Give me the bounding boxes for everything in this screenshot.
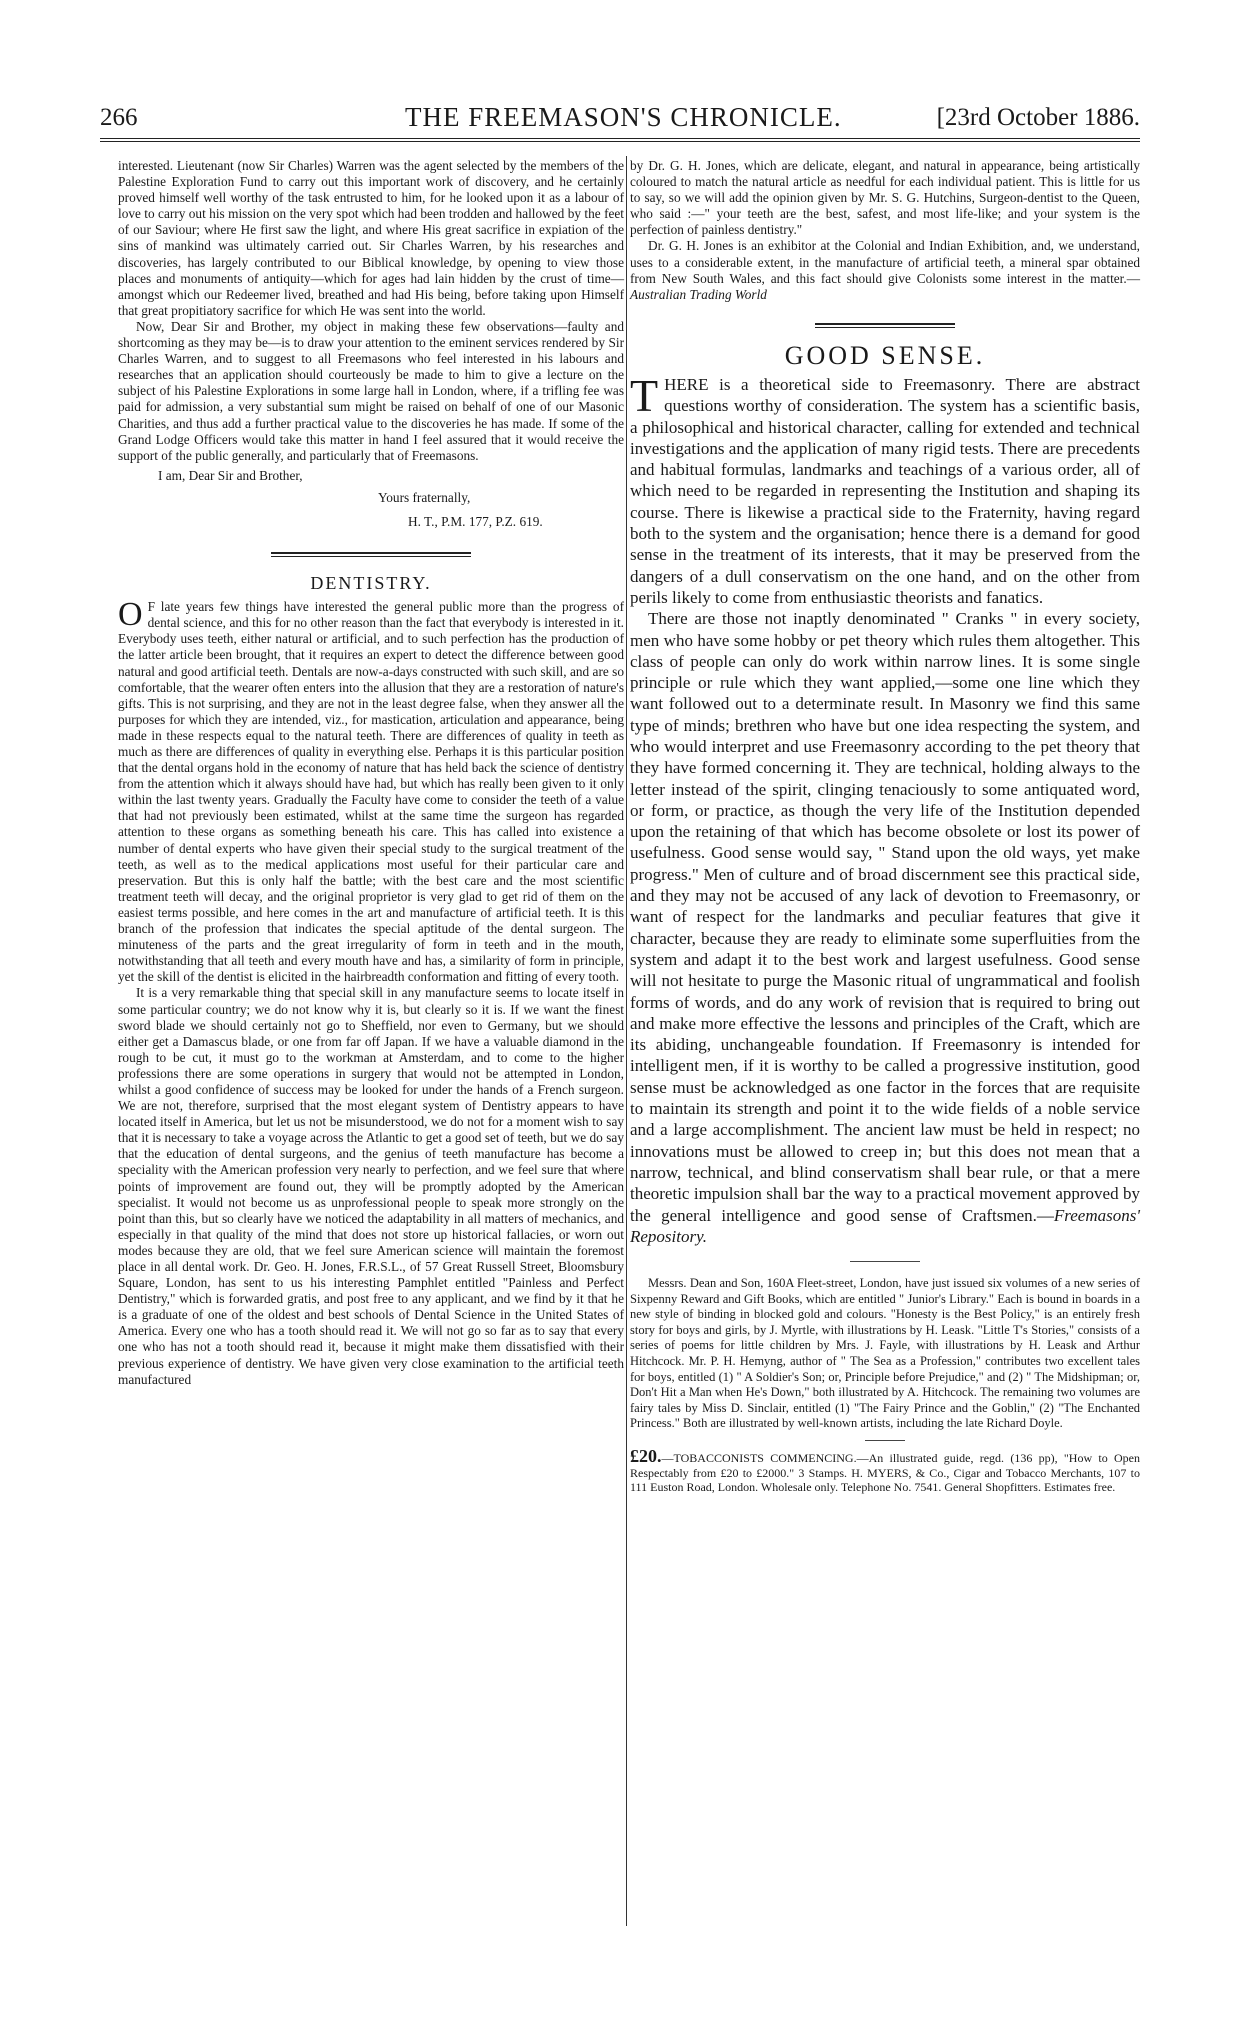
good-sense-text: There are those not inaptly denominated " Cranks " in every society, men who have some hobby or pet theory which rules them altogether. This class of people can only do work within narrow lines. It is some single principle or rule which they want applied,—some one line which they want followed out to a determinate result. In Masonry we find this same type of minds; brethren who have but one idea respecting the system, and who would interpret and use Freemasonry according to the pet theory that they have formed concerning it. They are technical, holding always to the letter instead of the spirit, clinging tenaciously to some antiquated word, or form, or practice, as though the very life of the Institution depended upon the retaining of that which has become obsolete or lost its power of usefulness. Good sense would say, " Stand upon the old ways, yet make progress." Men of culture and of broad discernment see this practical side, and they may not be accused of any lack of devotion to Freemasonry, or want of respect for the landmarks and peculiar features that give it character, because they are ready to eliminate some superfluities from the system and adapt it to the best work and largest usefulness. Good sense will not hesitate to purge the Masonic ritual of ungrammatical and foolish forms of words, and do any work of revision that is required to bring out and make more effective the lessons and principles of the Craft, which are its abiding, unchangeable foundation. If Freemasonry is intended for intelligent men, if it is worthy to be called a progressive institution, good sense must be acknowledged as one factor in the forces that are requisite to maintain its strength and point it to the wide fields of a noble service and a large accomplishment. The ancient law must be held in respect; no innovations must be allowed to creep in; but this does not mean that a narrow, technical, and blind conservatism shall bear rule, or that a mere theoretic impulsion shall bar the way to a practical movement approved by the general intelligence and good sense of Craftsmen.— bbox=[630, 609, 1140, 1225]
letter-paragraph: Now, Dear Sir and Brother, my object in making these few observations—faulty and shortcoming as they may be—is to draw your attention to the eminent services rendered by Sir Charles Warren, and to suggest to all Freemasons who feel interested in his labours and researches that an application should courteously be made to him to give a lecture on the subject of his Palestine Explorations in some large hall in London, where, if a trifling fee was paid for admission, a very substantial sum might be raised on behalf of one of our Masonic Charities, and thus add a further practical value to the discoveries he has made. If some of the Grand Lodge Officers would take this matter in hand I feel assured that it would receive the support of the public generally, and particularly that of Freemasons. bbox=[118, 318, 624, 463]
ad-text: —TOBACCONISTS COMMENCING.—An illustrated guide, regd. (136 pp), "How to Open Respectably from £20 to £2000." 3 Stamps. H. MYERS, & Co., Cigar and Tobacco Merchants, 107 to 111 Euston Road, London. Wholesale only. Telephone No. 7541. General Shopfitters. Estimates free. bbox=[630, 1451, 1140, 1495]
dentistry-continued: by Dr. G. H. Jones, which are delicate, elegant, and natural in appearance, being artistically coloured to match the natural article as needful for each individual patient. This is little for us to say, so we will add the opinion given by Mr. S. G. Hutchins, Surgeon-dentist to the Queen, who said :—" your teeth are the best, safest, and most life-like; and your system is the perfection of painless dentistry." bbox=[630, 158, 1140, 238]
dentistry-continued-text: Dr. G. H. Jones is an exhibitor at the Colonial and Indian Exhibition, and, we understand, uses to a considerable extent, in the manufacture of artificial teeth, a mineral spar obtained from New South Wales, and this fact should give Colonists some interest in the matter.— bbox=[630, 238, 1140, 286]
header-rule bbox=[100, 138, 1140, 142]
dentistry-continued bbox=[630, 238, 1140, 302]
good-sense-heading: GOOD SENSE. bbox=[784, 340, 986, 370]
good-sense-source: Freemasons' Repository. bbox=[630, 1205, 1140, 1246]
dentistry-dropcap: O bbox=[118, 596, 143, 634]
good-sense-paragraph bbox=[630, 608, 1140, 1247]
book-notice: Messrs. Dean and Son, 160A Fleet-street, London, have just issued six volumes of a new series of Sixpenny Reward and Gift Books, which are entitled " Junior's Library." Each is bound in boards in a new style of binding in blocked gold and colours. "Honesty is the Best Policy," is an entirely fresh story for boys and girls, by J. Myrtle, with illustrations by H. Leask. "Little T's Stories," consists of a series of poems for little children by Mrs. J. Fayle, with illustrations by H. Leask and Arthur Hitchcock. Mr. P. H. Hemyng, author of " The Sea as a Profession," contributes two excellent tales for boys, entitled (1) " A Soldier's Son; or, Principle before Prejudice," and (2) " The Midshipman; or, Don't Hit a Man when He's Down," both illustrated by A. Hitchcock. The remaining two volumes are fairy tales by Miss D. Sinclair, entitled (1) "The Fairy Prince and the Goblin," (2) "The Enchanted Princess." Both are illustrated by well-known artists, including the late Richard Doyle. bbox=[630, 1276, 1140, 1431]
left-column bbox=[118, 158, 624, 1388]
letter-yours: Yours fraternally, bbox=[378, 489, 471, 505]
column-divider bbox=[626, 156, 627, 1926]
short-rule bbox=[865, 1440, 905, 1441]
page-number: 266 bbox=[100, 104, 138, 131]
good-sense-text: HERE is a theoretical side to Freemasonry. There are abstract questions worthy of consideration. The system has a scientific basis, a philosophical and historical character, calling for extended and technical investigations and the application of many rigid tests. There are precedents and habitual formulas, landmarks and teachings of a various order, all of which need to be regarded in representing the Institution and shaping its course. There is likewise a practical side to the Fraternity, having regard both to the system and the organisation; hence there is a demand for good sense in the treatment of its interests, that it may be preserved from the dangers of a dull conservatism on the one hand, and on the other from perils likely to come from enthusiastic theorists and fanatics. bbox=[630, 374, 1140, 607]
dentistry-paragraph bbox=[118, 596, 624, 985]
short-rule bbox=[850, 1261, 920, 1262]
dentistry-heading: DENTISTRY. bbox=[310, 573, 432, 594]
tobacconist-advertisement bbox=[630, 1446, 1140, 1495]
issue-date: [23rd October 1886. bbox=[936, 104, 1140, 131]
letter-paragraph: interested. Lieutenant (now Sir Charles) Warren was the agent selected by the members of the Palestine Exploration Fund to carry out this important work of discovery, and he certainly proved himself well worthy of the task entrusted to him, for he looked upon it as a labour of love to carry out his mission on the very spot which had been trodden and hallowed by the feet of our Saviour; where He first saw the light, and where His great sacrifice in expiation of the sins of mankind was ultimately carried out. Sir Charles Warren, by his researches and discoveries, has largely contributed to our Biblical knowledge, by opening to view those places and monuments of antiquity—which for ages had lain hidden by the crust of time—amongst which our Redeemer lived, breathed and had His being, before taking upon Himself that great propitiatory sacrifice for which He was sent into the world. bbox=[118, 158, 624, 318]
page-header bbox=[100, 98, 1140, 138]
dentistry-text: F late years few things have interested the general public more than the progress of dental science, and this for no other reason than the fact that everybody is interested in it. Everybody uses teeth, either natural or artificial, and to such perfection has the production of the latter article been brought, that it requires an expert to detect the difference between good natural and good artificial teeth. Dentals are now-a-days constructed with such skill, and are so comfortable, that the wearer often enters into the allusion that they are a restoration of nature's gifts. This is not surprising, and they are not in the least degree false, when they answer all the purposes for which they are intended, viz., for mastication, articulation and appearance, being made in these respects equal to the natural teeth. There are differences of quality in teeth as much as there are differences of quality in everything else. Perhaps it is this particular position that the dental organs hold in the economy of nature that has held back the science of dentistry from the attention which it always should have had, but which has really been given to it only within the last twenty years. Gradually the Faculty have come to consider the teeth of a value that had not previously been estimated, whilst at the same time the surgeon has regarded attention to these organs as something beneath his care. This has called into existence a number of dental experts who have given their special study to the surgical treatment of the teeth, as well as to the medical applications most useful for their particular care and preservation. But this is only half the battle; with the best care and the most scientific treatment teeth will decay, and the original proprietor is very glad to get rid of them on the easiest terms possible, and here comes in the art and manufacture of artificial teeth. It is this branch of the profession that indicates the special aptitude of the dental surgeon. The minuteness of the parts and the great irregularity of form in teeth and in the mouth, notwithstanding that all teeth and every mouth have and has, a similarity of form in principle, yet the skill of the dentist is elicited in the hairbreadth conformation and fitting of every tooth. bbox=[118, 599, 624, 985]
good-sense-dropcap: T bbox=[630, 369, 659, 421]
good-sense-body bbox=[630, 369, 1140, 1247]
dentistry-paragraph: It is a very remarkable thing that special skill in any manufacture seems to locate itself in some particular country; we do not know why it is, but clearly so it is. If we want the finest sword blade we should certainly not go to Sheffield, nor even to Germany, but we should either get a Damascus blade, or one from far off Japan. If we have a valuable diamond in the rough to be cut, it must go to the workman at Amsterdam, and to come to the higher professions there are some operations in surgery that would not be attempted in London, whilst a good confidence of success may be looked for under the hands of a French surgeon. We are not, therefore, surprised that the most elegant system of Dentistry appears to have located itself in America, but let us not be misunderstood, we do not for a moment wish to say that it is necessary to take a voyage across the Atlantic to get a good set of teeth, but we do say that the education of dental surgeons, and the genius of teeth manufacture has become a speciality with the American profession very nearly to perfection, and we feel sure that where points of improvement are found out, they will be promptly adopted by the American specialist. It would not become us as unprofessional people to speak more strongly on the point than this, but so clearly have we noticed the adaptability in all matters of mechanics, and especially in that quality of the mind that does not store up historical fallacies, or worn out modes because they are old, that we feel sure American science will maintain the foremost place in all dental work. Dr. Geo. H. Jones, F.R.S.L., of 57 Great Russell Street, Bloomsbury Square, London, has sent to us his interesting Pamphlet entitled "Painless and Perfect Dentistry," which is forwarded gratis, and post free to any applicant, and we find by it that he is a graduate of one of the oldest and best schools of Dental Science in the United States of America. Every one who has a tooth should read it. We will not go so far as to say that every one who has not a tooth should read it, because it might make them dissatisfied with their previous experience of dentistry. We have given very close examination to the artificial teeth manufactured bbox=[118, 985, 624, 1387]
good-sense-paragraph bbox=[630, 369, 1140, 608]
dentistry-source: Australian Trading World bbox=[630, 286, 767, 302]
letter-signature: H. T., P.M. 177, P.Z. 619. bbox=[408, 513, 543, 529]
section-rule bbox=[815, 323, 955, 328]
masthead-title: THE FREEMASON'S CHRONICLE. bbox=[405, 102, 842, 132]
ad-lead: £20. bbox=[630, 1446, 662, 1467]
letter-closing: I am, Dear Sir and Brother, bbox=[158, 467, 303, 483]
section-rule bbox=[271, 552, 471, 557]
right-column bbox=[630, 158, 1140, 1495]
